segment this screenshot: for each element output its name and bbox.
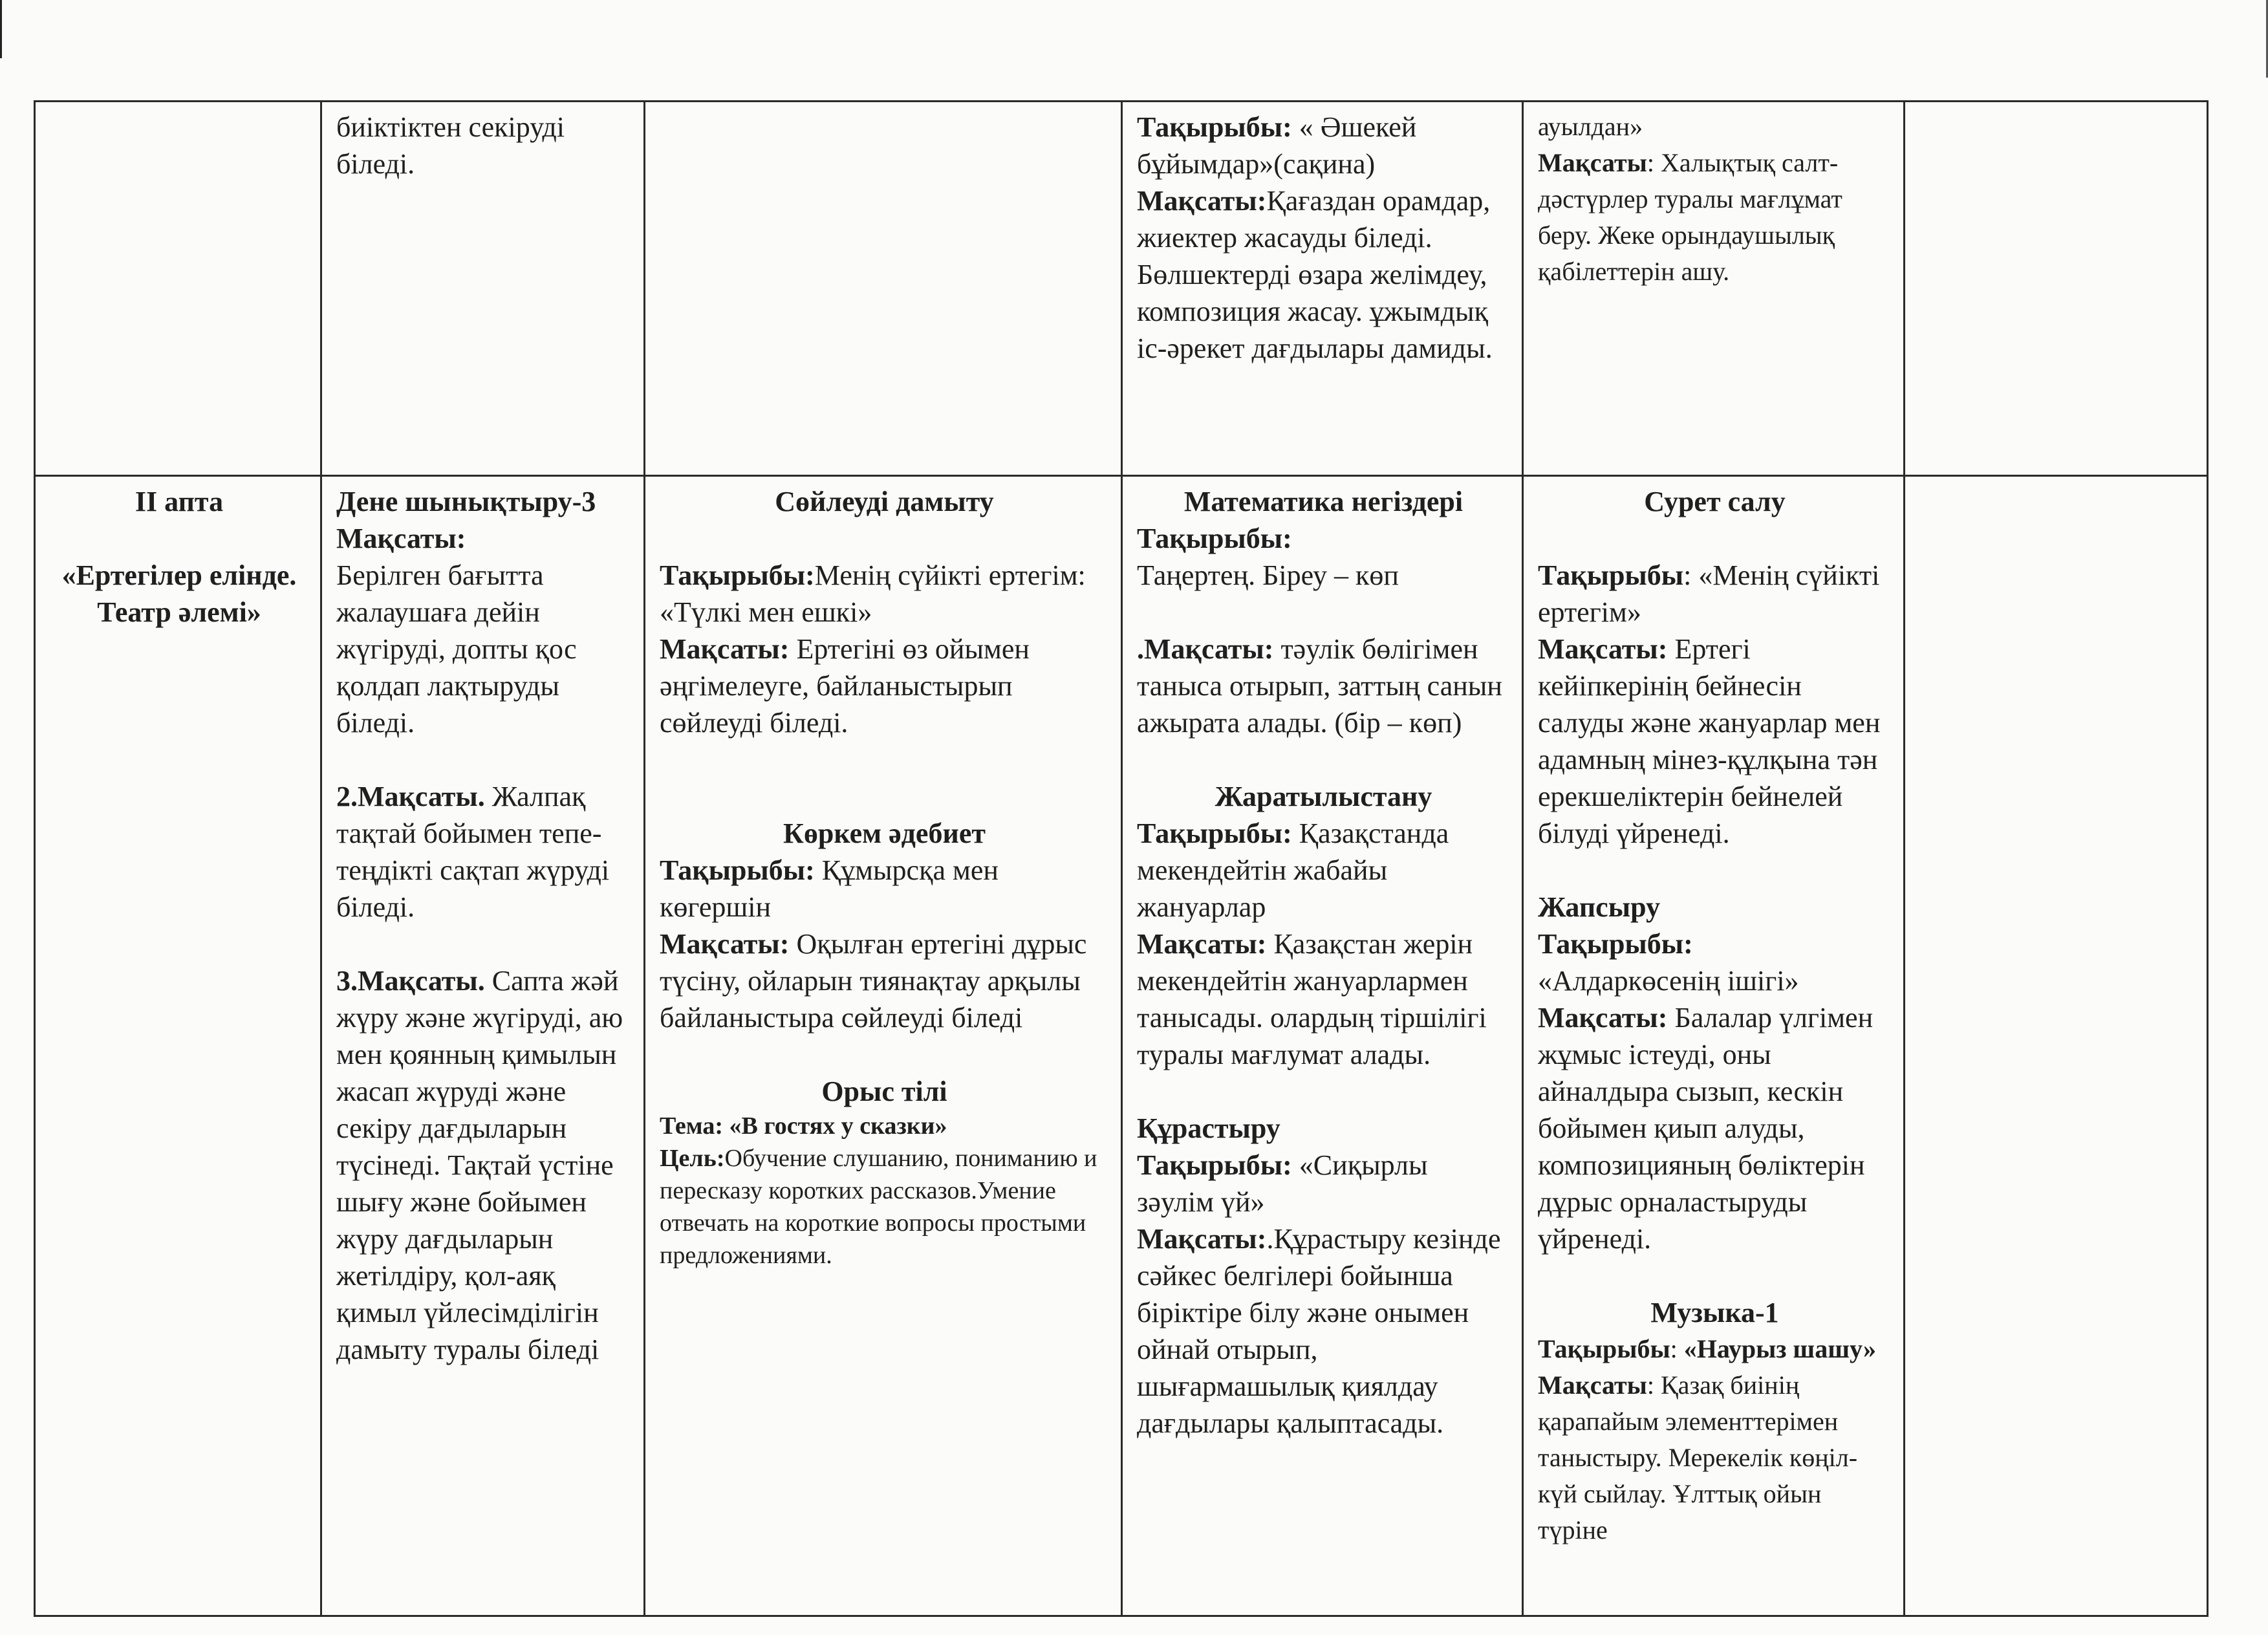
section-title: Құрастыру (1137, 1112, 1280, 1144)
speech-cell (645, 476, 1122, 1616)
theme-separator: : (1670, 1334, 1684, 1363)
section-title: Сурет салу (1644, 486, 1786, 517)
theme-text: «Алдаркөсенің ішігі» (1538, 965, 1799, 997)
theme-text: Менің сүйікті ертегім: «Түлкі мен ешкі» (660, 559, 1086, 628)
theme-paragraph (1538, 557, 1892, 631)
goal-label: 3.Мақсаты. (336, 965, 485, 997)
scan-edge-mark (0, 0, 2, 58)
goal-text: Ертегі кейіпкерінің бейнесін салуды және жануарлар мен адамның мінез-құлқына тән ерекшеліктерін бейнелей білуді үйренеді. (1538, 633, 1881, 849)
section-title: Музыка-1 (1650, 1297, 1779, 1328)
goal-paragraph (1538, 631, 1892, 852)
pe-cell (321, 102, 645, 476)
section-title: Орыс тілі (821, 1076, 947, 1107)
theme-label: Тақырыбы: (660, 559, 815, 591)
text-line: биіктіктен секіруді (336, 111, 565, 143)
section-title: Дене шынықтыру-3 (336, 486, 596, 517)
theme-label: Тақырыбы: (660, 854, 815, 886)
theme-label: Тақырыбы (1538, 1334, 1670, 1363)
goal-label: 2.Мақсаты. (336, 781, 485, 812)
goal-label: Мақсаты: (1538, 633, 1668, 665)
theme-text: Құмырсқа мен көгершін (660, 854, 999, 923)
goal-paragraph (660, 926, 1109, 1036)
goal-text: .Құрастыру кезінде сәйкес белгілері бойынша біріктіре білу және онымен ойнай отырып, шығармашылық қиялдау дағдылары қалыптасады. (1137, 1223, 1501, 1439)
theme-text: «Наурыз шашу» (1683, 1334, 1876, 1363)
goal-text: Жалпақ тақтай бойымен тепе-теңдікті сақтап жүруді біледі. (336, 781, 610, 923)
text-line: ауылдан» (1538, 112, 1643, 141)
goal-label: Мақсаты: (1137, 928, 1267, 960)
goal-label: Мақсаты (1538, 148, 1647, 177)
goal-text: : Қазақ биінің қарапайым элементтерімен таныстыру. Мерекелік көңіл-күй сыйлау. Ұлттық ойын түріне (1538, 1370, 1858, 1544)
theme-text: : «Менің сүйікті ертегім» (1538, 559, 1880, 628)
weekly-plan-table (34, 100, 2209, 1617)
goal-text: Обучение слушанию, пониманию и пересказу коротких рассказов.Умение отвечать на короткие вопросы простыми предложениями. (660, 1145, 1097, 1269)
theme-label: Тақырыбы: (1137, 111, 1292, 143)
goal-paragraph (1137, 182, 1510, 367)
goal-paragraph (660, 631, 1109, 741)
pe-cell (321, 476, 645, 1616)
theme-label: Тақырыбы: (1137, 1149, 1292, 1181)
goal-label: Мақсаты: (660, 633, 790, 665)
goal-paragraph (1538, 145, 1892, 290)
section-title: Жаратылыстану (1215, 781, 1432, 812)
theme-paragraph (1137, 815, 1510, 926)
goal-label: Мақсаты: (660, 928, 790, 960)
table-row (35, 476, 2208, 1616)
theme-label: Тақырыбы: (1538, 928, 1693, 960)
goal-label: Мақсаты (1538, 1370, 1647, 1400)
goal-text: : Халықтық салт-дәстүрлер туралы мағлұмат беру. Жеке орындаушылық қабілеттерін ашу. (1538, 148, 1842, 286)
goal-text: тәулік бөлігімен таныса отырып, заттың санын ажырата алады. (бір – көп) (1137, 633, 1502, 739)
art-cell (1523, 102, 1905, 476)
week-cell (35, 476, 321, 1616)
goal-paragraph (1137, 631, 1510, 741)
art-cell (1523, 476, 1905, 1616)
goal-label: Мақсаты: (1137, 1223, 1267, 1255)
week-label: ІІ апта (135, 486, 224, 517)
goal-label: Мақсаты: (1137, 185, 1267, 217)
section-title: Сөйлеуді дамыту (775, 486, 994, 517)
speech-cell (645, 102, 1122, 476)
section-title: Математика негіздері (1183, 486, 1463, 517)
goal-text: Оқылған ертегіні дұрыс түсіну, ойларын тиянақтау арқылы байланыстыра сөйлеуді біледі (660, 928, 1087, 1034)
table-row (35, 102, 2208, 476)
goal-label: Мақсаты: (336, 523, 466, 554)
goal-paragraph (660, 1142, 1109, 1272)
goal-label: .Мақсаты: (1137, 633, 1274, 665)
goal-paragraph (1538, 1367, 1892, 1548)
theme-label: Тақырыбы: (1137, 523, 1292, 554)
goal-text: Балалар үлгімен жұмыс істеуді, оны айналдыра сызып, кескін бойымен қиып алуды, композицияның бөліктерін дұрыс орналастыруды үйренеді. (1538, 1002, 1874, 1255)
theme-text: «Сиқырлы зәулім үй» (1137, 1149, 1428, 1218)
text-line: біледі. (336, 148, 415, 180)
theme-paragraph (1538, 1331, 1892, 1367)
math-cell (1122, 476, 1523, 1616)
goal-text: Ертегіні өз ойымен әңгімелеуге, байланыстырып сөйлеуді біледі. (660, 633, 1030, 739)
goal-text: Сапта жәй жүру және жүгіруді, аю мен қоянның қимылын жасап жүруді және секіру дағдыларын түсінеді. Тақтай үстіне шығу және бойымен жүру дағдыларын жетілдіру, қол-аяқ қимыл үйлесімділігін дамыту туралы біледі (336, 965, 623, 1365)
theme-paragraph (660, 557, 1109, 631)
empty-cell (1905, 102, 2208, 476)
goal-text: Берілген бағытта жалаушаға дейін жүгіруді, допты қос қолдап лақтыруды біледі. (336, 559, 577, 739)
theme-label: Тақырыбы: (1137, 817, 1292, 849)
theme-paragraph (660, 852, 1109, 926)
week-cell (35, 102, 321, 476)
goal-paragraph (1137, 926, 1510, 1073)
goal-paragraph (1137, 1220, 1510, 1442)
goal-paragraph (336, 962, 632, 1368)
topic-text: Тема: «В гостях у сказки» (660, 1112, 947, 1140)
section-title: Көркем әдебиет (783, 817, 986, 849)
empty-cell (1905, 476, 2208, 1616)
goal-text: Қағаздан орамдар, жиектер жасауды біледі. Бөлшектерді өзара желімдеу, композиция жасау. ұжымдық іс-әрекет дағдылары дамиды. (1137, 185, 1493, 364)
theme-text: Қазақстанда мекендейтін жабайы жануарлар (1137, 817, 1449, 923)
theme-text: Таңертең. Біреу – көп (1137, 559, 1399, 591)
theme-paragraph (1137, 109, 1510, 182)
theme-text: « Әшекей бұйымдар»(сақина) (1137, 111, 1417, 180)
goal-label: Цель: (660, 1145, 725, 1172)
theme-paragraph (1137, 1147, 1510, 1220)
goal-label: Мақсаты: (1538, 1002, 1668, 1034)
section-title: Жапсыру (1538, 891, 1660, 923)
goal-paragraph (336, 778, 632, 926)
goal-paragraph (1538, 999, 1892, 1257)
math-cell (1122, 102, 1523, 476)
week-theme: «Ертегілер елінде. Театр әлемі» (61, 559, 297, 628)
goal-text: Қазақстан жерін мекендейтін жануарлармен танысады. олардың тіршілігі туралы мағлумат алады. (1137, 928, 1487, 1070)
theme-label: Тақырыбы (1538, 559, 1684, 591)
